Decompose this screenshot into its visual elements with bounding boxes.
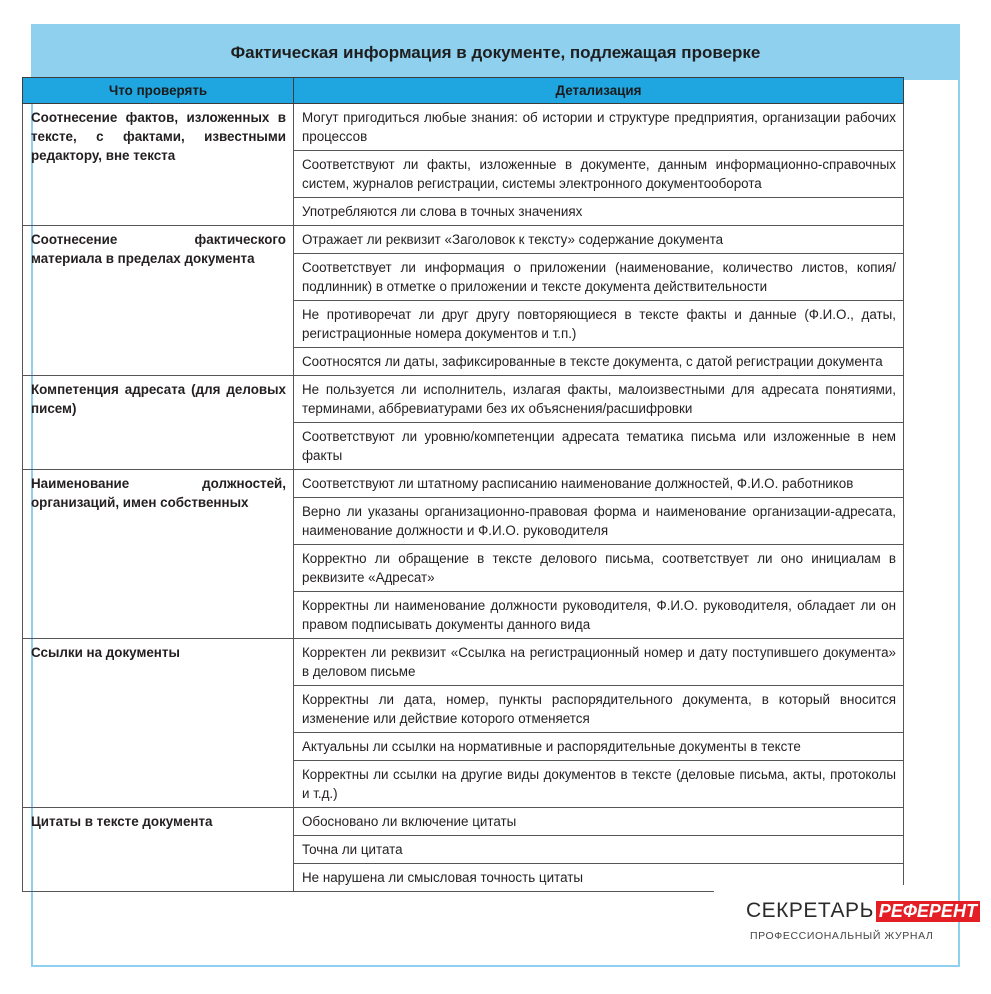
detail-cell: Верно ли указаны организационно-правовая форма и наименование организации-адресата, наименование должности и Ф.И.О. руководителя [294,498,904,545]
detail-cell: Соответствуют ли факты, изложенные в документе, данным информационно-справочных систем, журналов регистрации, системы электронного документооборота [294,151,904,198]
detail-cell: Соответствуют ли уровню/компетенции адресата тематика письма или изложенные в нем факты [294,423,904,470]
logo-subtitle: ПРОФЕССИОНАЛЬНЫЙ ЖУРНАЛ [750,930,934,942]
category-cell: Цитаты в тексте документа [23,808,294,892]
fact-check-table [22,77,904,892]
detail-cell: Употребляются ли слова в точных значениях [294,198,904,226]
detail-cell: Соответствует ли информация о приложении (наименование, количество листов, копия/подлинник) в отметке о приложении и тексте документа действительности [294,254,904,301]
detail-cell: Точна ли цитата [294,836,904,864]
header-what-to-check: Что проверять [23,78,294,104]
publisher-logo [714,885,977,953]
header-details: Детализация [294,78,904,104]
logo-badge: РЕФЕРЕНТ [876,901,980,922]
table-row [23,808,904,836]
logo-wordmark [746,899,980,923]
table-header-row [23,78,904,104]
detail-cell: Актуальны ли ссылки на нормативные и распорядительные документы в тексте [294,733,904,761]
detail-cell: Отражает ли реквизит «Заголовок к тексту» содержание документа [294,226,904,254]
category-cell: Компетенция адресата (для деловых писем) [23,376,294,470]
table-row [23,470,904,498]
table-row [23,226,904,254]
logo-name: СЕКРЕТАРЬ [746,899,874,922]
detail-cell: Не нарушена ли смысловая точность цитаты [294,864,904,892]
detail-cell: Корректны ли ссылки на другие виды документов в тексте (деловые письма, акты, протоколы и т.д.) [294,761,904,808]
document-title: Фактическая информация в документе, подлежащая проверке [33,26,958,80]
table-row [23,376,904,423]
category-cell: Наименование должностей, организаций, имен собственных [23,470,294,639]
detail-cell: Могут пригодиться любые знания: об истории и структуре предприятия, организации рабочих процессов [294,104,904,151]
detail-cell: Соотносятся ли даты, зафиксированные в тексте документа, с датой регистрации документа [294,348,904,376]
detail-cell: Корректно ли обращение в тексте делового письма, соответствует ли оно инициалам в реквизите «Адресат» [294,545,904,592]
table-row [23,639,904,686]
table-body [23,104,904,892]
category-cell: Соотнесение фактического материала в пределах документа [23,226,294,376]
category-cell: Ссылки на документы [23,639,294,808]
category-cell: Соотнесение фактов, изложенных в тексте, с фактами, известными редактору, вне текста [23,104,294,226]
detail-cell: Корректны ли дата, номер, пункты распорядительного документа, в который вносится изменение или действие которого отменяется [294,686,904,733]
detail-cell: Соответствуют ли штатному расписанию наименование должностей, Ф.И.О. работников [294,470,904,498]
table-row [23,104,904,151]
detail-cell: Обосновано ли включение цитаты [294,808,904,836]
detail-cell: Корректны ли наименование должности руководителя, Ф.И.О. руководителя, обладает ли он правом подписывать документы данного вида [294,592,904,639]
detail-cell: Корректен ли реквизит «Ссылка на регистрационный номер и дату поступившего документа» в деловом письме [294,639,904,686]
detail-cell: Не пользуется ли исполнитель, излагая факты, малоизвестными для адресата понятиями, терминами, аббревиатурами без их объяснения/расшифровки [294,376,904,423]
detail-cell: Не противоречат ли друг другу повторяющиеся в тексте факты и данные (Ф.И.О., даты, регистрационные номера документов и т.п.) [294,301,904,348]
